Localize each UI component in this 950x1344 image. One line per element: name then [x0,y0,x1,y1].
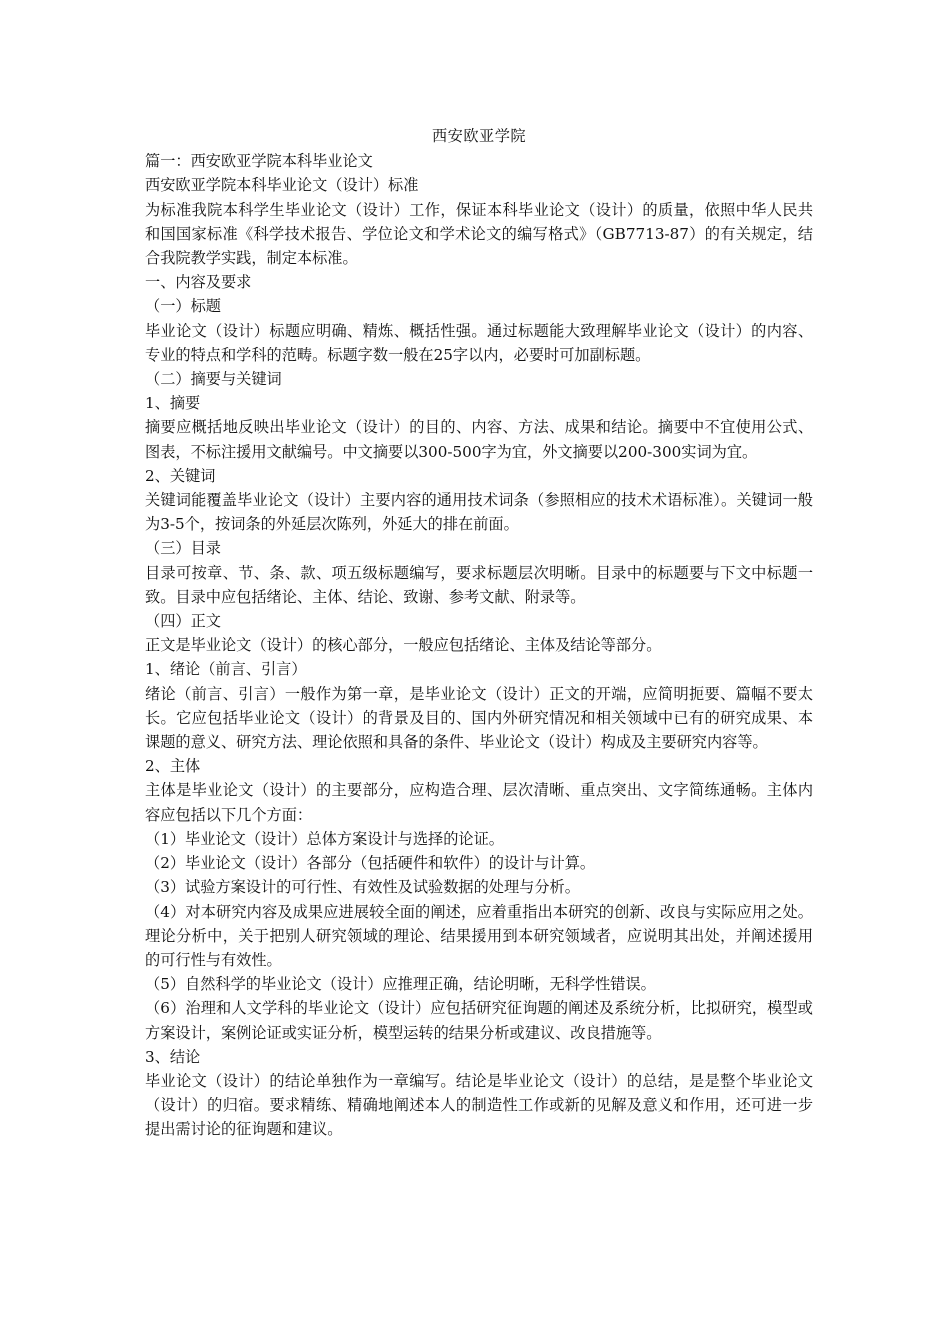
paragraph: 摘要应概括地反映出毕业论文（设计）的目的、内容、方法、成果和结论。摘要中不宜使用公式、图表，不标注援用文献编号。中文摘要以300-500字为宜，外文摘要以200-300实词为宜。 [145,418,813,461]
item-heading: 2、主体 [145,757,201,776]
paragraph: 主体是毕业论文（设计）的主要部分，应构造合理、层次清晰、重点突出、文字简练通畅。主体内容应包括以下几个方面： [145,781,813,824]
paragraph: 毕业论文（设计）标题应明确、精炼、概括性强。通过标题能大致理解毕业论文（设计）的内容、专业的特点和学科的范畴。标题字数一般在25字以内，必要时可加副标题。 [145,321,813,364]
subsection-heading: （四）正文 [145,612,221,631]
item-heading: 1、绪论（前言、引言） [145,660,307,679]
paragraph: 西安欧亚学院本科毕业论文（设计）标准 [145,176,419,195]
paragraph: 为标准我院本科学生毕业论文（设计）工作，保证本科毕业论文（设计）的质量，依照中华人民共和国国家标准《科学技术报告、学位论文和学术论文的编写格式》（GB7713-87）的有关规定，结合我院教学实践，制定本标准。 [145,200,813,268]
subsection-heading: （一）标题 [145,297,221,316]
list-item: （3）试验方案设计的可行性、有效性及试验数据的处理与分析。 [145,878,580,897]
item-heading: 3、结论 [145,1047,201,1066]
subsection-heading: （二）摘要与关键词 [145,370,282,389]
item-heading: 2、关键词 [145,466,216,485]
paragraph: 绪论（前言、引言）一般作为第一章，是毕业论文（设计）正文的开端，应简明扼要、篇幅不要太长。它应包括毕业论文（设计）的背景及目的、国内外研究情况和相关领域中已有的研究成果、本课题的意义、研究方法、理论依照和具备的条件、毕业论文（设计）构成及主要研究内容等。 [145,684,813,752]
paragraph: 正文是毕业论文（设计）的核心部分，一般应包括绪论、主体及结论等部分。 [145,636,662,655]
document-page [145,124,813,1142]
section-heading: 一、内容及要求 [145,273,252,292]
paragraph: 毕业论文（设计）的结论单独作为一章编写。结论是毕业论文（设计）的总结，是是整个毕业论文（设计）的归宿。要求精练、精确地阐述本人的制造性工作或新的见解及意义和作用，还可进一步提出需讨论的征询题和建议。 [145,1071,813,1139]
document-body [145,149,813,1141]
list-item: （1）毕业论文（设计）总体方案设计与选择的论证。 [145,829,504,848]
subsection-heading: （三）目录 [145,539,221,558]
list-item: （5）自然科学的毕业论文（设计）应推理正确，结论明晰，无科学性错误。 [145,975,656,994]
paragraph: 篇一：西安欧亚学院本科毕业论文 [145,152,373,171]
paragraph: 关键词能覆盖毕业论文（设计）主要内容的通用技术词条（参照相应的技术术语标准）。关键词一般为3-5个，按词条的外延层次陈列，外延大的排在前面。 [145,491,813,534]
list-item: （6）治理和人文学科的毕业论文（设计）应包括研究征询题的阐述及系统分析，比拟研究，模型或方案设计，案例论证或实证分析，模型运转的结果分析或建议、改良措施等。 [145,999,813,1042]
list-item: （4）对本研究内容及成果应进展较全面的阐述，应着重指出本研究的创新、改良与实际应用之处。理论分析中，关于把别人研究领域的理论、结果援用到本研究领域者，应说明其出处，并阐述援用的可行性与有效性。 [145,902,813,969]
paragraph: 目录可按章、节、条、款、项五级标题编写，要求标题层次明晰。目录中的标题要与下文中标题一致。目录中应包括绪论、主体、结论、致谢、参考文献、附录等。 [145,563,813,606]
item-heading: 1、摘要 [145,394,201,413]
list-item: （2）毕业论文（设计）各部分（包括硬件和软件）的设计与计算。 [145,854,596,873]
document-title: 西安欧亚学院 [431,127,527,145]
